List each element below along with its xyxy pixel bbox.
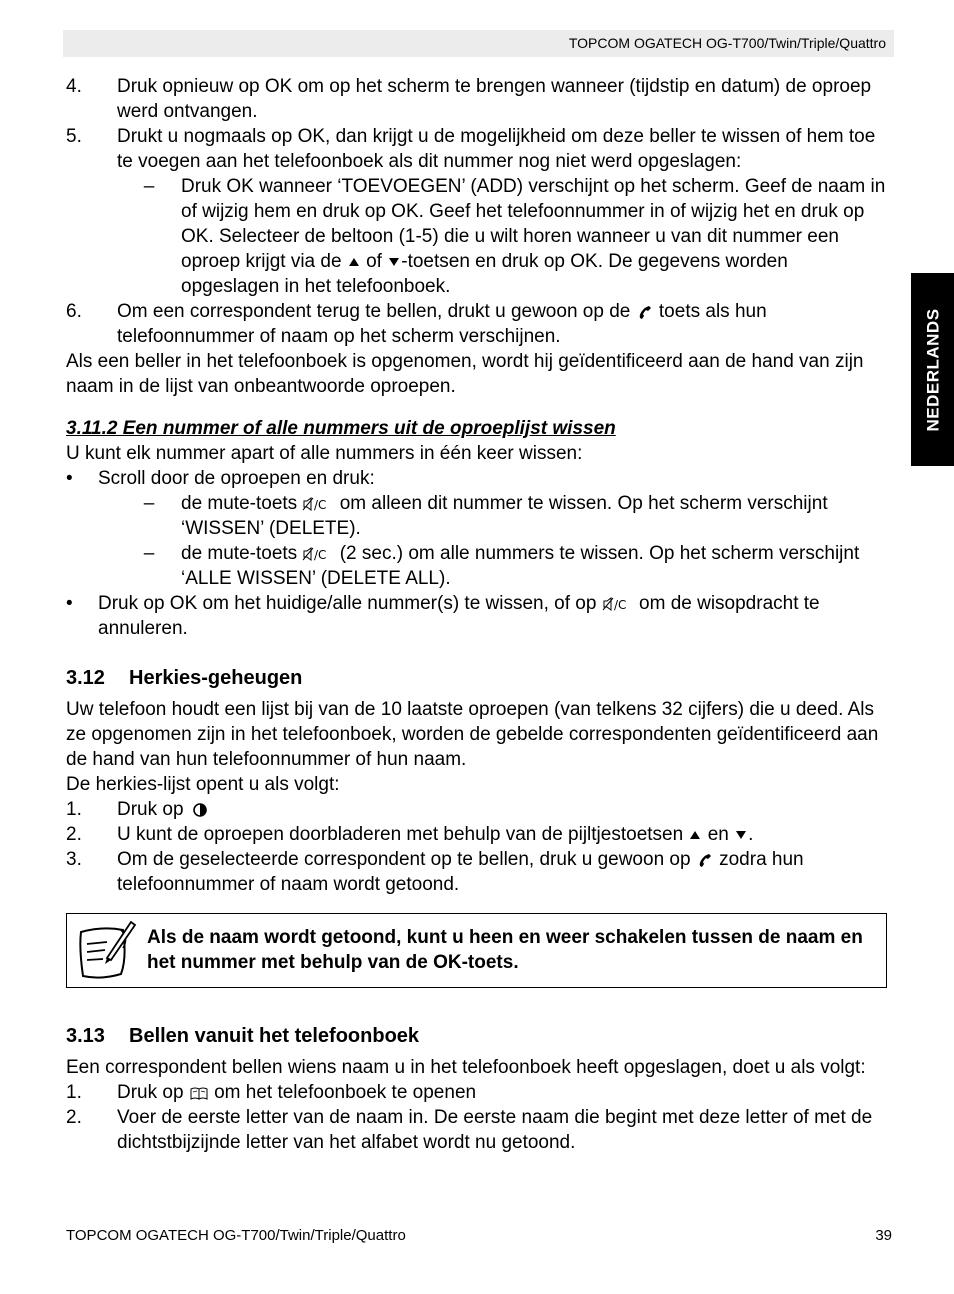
bullet-item — [66, 591, 891, 641]
sub-list-item — [66, 174, 891, 299]
dash-mark: – — [143, 493, 155, 514]
item-text: Druk op om het telefoonboek te openen — [117, 1082, 477, 1103]
paragraph: De herkies-lijst opent u als volgt: — [66, 774, 340, 795]
svg-text:/C: /C — [613, 597, 627, 612]
paragraph: U kunt elk nummer apart of alle nummers in één keer wissen: — [66, 443, 583, 464]
language-tab — [911, 273, 954, 466]
header-title: TOPCOM OGATECH OG-T700/Twin/Triple/Quattro — [568, 35, 886, 51]
item-number: 2. — [66, 1107, 82, 1128]
note-pencil-icon — [73, 918, 137, 984]
item-text: de mute-toets /C (2 sec.) om alle nummers te wissen. Op het scherm verschijnt ‘ALLE WISSEN’ (DELETE ALL). — [181, 543, 860, 589]
arrow-up-icon — [688, 829, 702, 841]
footer-title: TOPCOM OGATECH OG-T700/Twin/Triple/Quattro — [66, 1227, 406, 1244]
list-item — [66, 1105, 891, 1155]
mute-clear-key-icon — [302, 546, 334, 562]
section-heading-3-13: 3.13 Bellen vanuit het telefoonboek — [66, 1025, 420, 1047]
paragraph: Uw telefoon houdt een lijst bij van de 10 laatste oproepen (van telkens 32 cijfers) die u deed. Als ze opgenomen zijn in het telefoonboek, worden de gebelde correspondenten geïdentificeerd aan de hand van hun telefoonnummer of hun naam. — [66, 699, 879, 770]
page-header — [63, 30, 894, 57]
item-text: Druk op — [117, 797, 891, 822]
arrow-down-icon — [734, 829, 748, 841]
item-text: Druk op OK om het huidige/alle nummer(s) te wissen, of op /C om de wisopdracht te annuleren. — [98, 593, 820, 639]
item-text: U kunt de oproepen doorbladeren met behulp van de pijltjestoetsen en . — [117, 824, 754, 845]
bullet-mark: • — [66, 593, 73, 614]
list-item — [66, 797, 891, 822]
item-number: 6. — [66, 301, 82, 322]
phone-call-icon — [696, 851, 714, 869]
svg-text:/C: /C — [314, 547, 327, 562]
note-box — [66, 913, 887, 988]
list-item — [66, 74, 891, 124]
section-heading-3-11-2: 3.11.2 Een nummer of alle nummers uit de oproeplijst wissen — [66, 418, 616, 439]
phonebook-icon — [189, 1086, 209, 1100]
svg-text:/C: /C — [314, 497, 327, 512]
list-item — [66, 822, 891, 847]
item-text: Druk OK wanneer ‘TOEVOEGEN’ (ADD) verschijnt op het scherm. Geef de naam in of wijzig hem en druk op OK. Geef het telefoonnummer in of wijzig het en druk op OK. Selecteer de beltoon (1-5) die u wilt horen wanneer u van dit nummer een oproep krijgt via de of -toetsen en druk op OK. De gegevens worden opgeslagen in het telefoonboek. — [181, 176, 886, 297]
bullet-mark: • — [66, 468, 73, 489]
item-text: Scroll door de oproepen en druk: — [98, 468, 375, 489]
arrow-up-icon — [347, 256, 361, 268]
item-text: Voer de eerste letter van de naam in. De eerste naam die begint met deze letter of met de dichtstbijzijnde letter van het alfabet wordt nu getoond. — [117, 1107, 873, 1153]
list-item — [66, 124, 891, 174]
item-number: 5. — [66, 126, 82, 147]
sub-list-item — [66, 491, 891, 541]
list-item — [66, 299, 891, 349]
section-heading-3-12: 3.12 Herkies-geheugen — [66, 667, 303, 689]
item-text: Om de geselecteerde correspondent op te bellen, druk u gewoon op zodra hun telefoonnummer of naam wordt getoond. — [117, 849, 804, 895]
redial-key-icon — [189, 802, 211, 818]
dash-mark: – — [143, 543, 155, 564]
item-number: 1. — [66, 1082, 82, 1103]
page-number: 39 — [875, 1227, 892, 1244]
item-text: de mute-toets /C om alleen dit nummer te wissen. Op het scherm verschijnt ‘WISSEN’ (DELETE). — [181, 493, 828, 539]
mute-clear-key-icon — [302, 496, 334, 512]
item-number: 3. — [66, 849, 82, 870]
item-text: Druk opnieuw op OK om op het scherm te brengen wanneer (tijdstip en datum) de oproep werd ontvangen. — [117, 76, 872, 122]
item-number: 2. — [66, 824, 82, 845]
item-text: Drukt u nogmaals op OK, dan krijgt u de mogelijkheid om deze beller te wissen of hem toe te voegen aan het telefoonboek als dit nummer nog niet werd opgeslagen: — [117, 126, 876, 172]
dash-mark: – — [143, 176, 155, 197]
item-number: 1. — [66, 799, 82, 820]
phone-call-icon — [636, 303, 654, 321]
arrow-down-icon — [387, 256, 401, 268]
item-text: Om een correspondent terug te bellen, drukt u gewoon op de toets als hun telefoonnummer of naam op het scherm verschijnen. — [117, 301, 767, 347]
note-text: Als de naam wordt getoond, kunt u heen en weer schakelen tussen de naam en het nummer met behulp van de OK-toets. — [147, 927, 863, 973]
item-number: 4. — [66, 76, 82, 97]
list-item — [66, 847, 891, 897]
page-content — [66, 74, 891, 1155]
paragraph: Een correspondent bellen wiens naam u in het telefoonboek heeft opgeslagen, doet u als volgt: — [66, 1057, 866, 1078]
bullet-item — [66, 466, 891, 491]
mute-clear-key-icon — [602, 596, 634, 612]
paragraph: Als een beller in het telefoonboek is opgenomen, wordt hij geïdentificeerd aan de hand van zijn naam in de lijst van onbeantwoorde oproepen. — [66, 351, 864, 397]
list-item — [66, 1080, 891, 1105]
sub-list-item — [66, 541, 891, 591]
language-tab-label: NEDERLANDS — [923, 307, 942, 432]
